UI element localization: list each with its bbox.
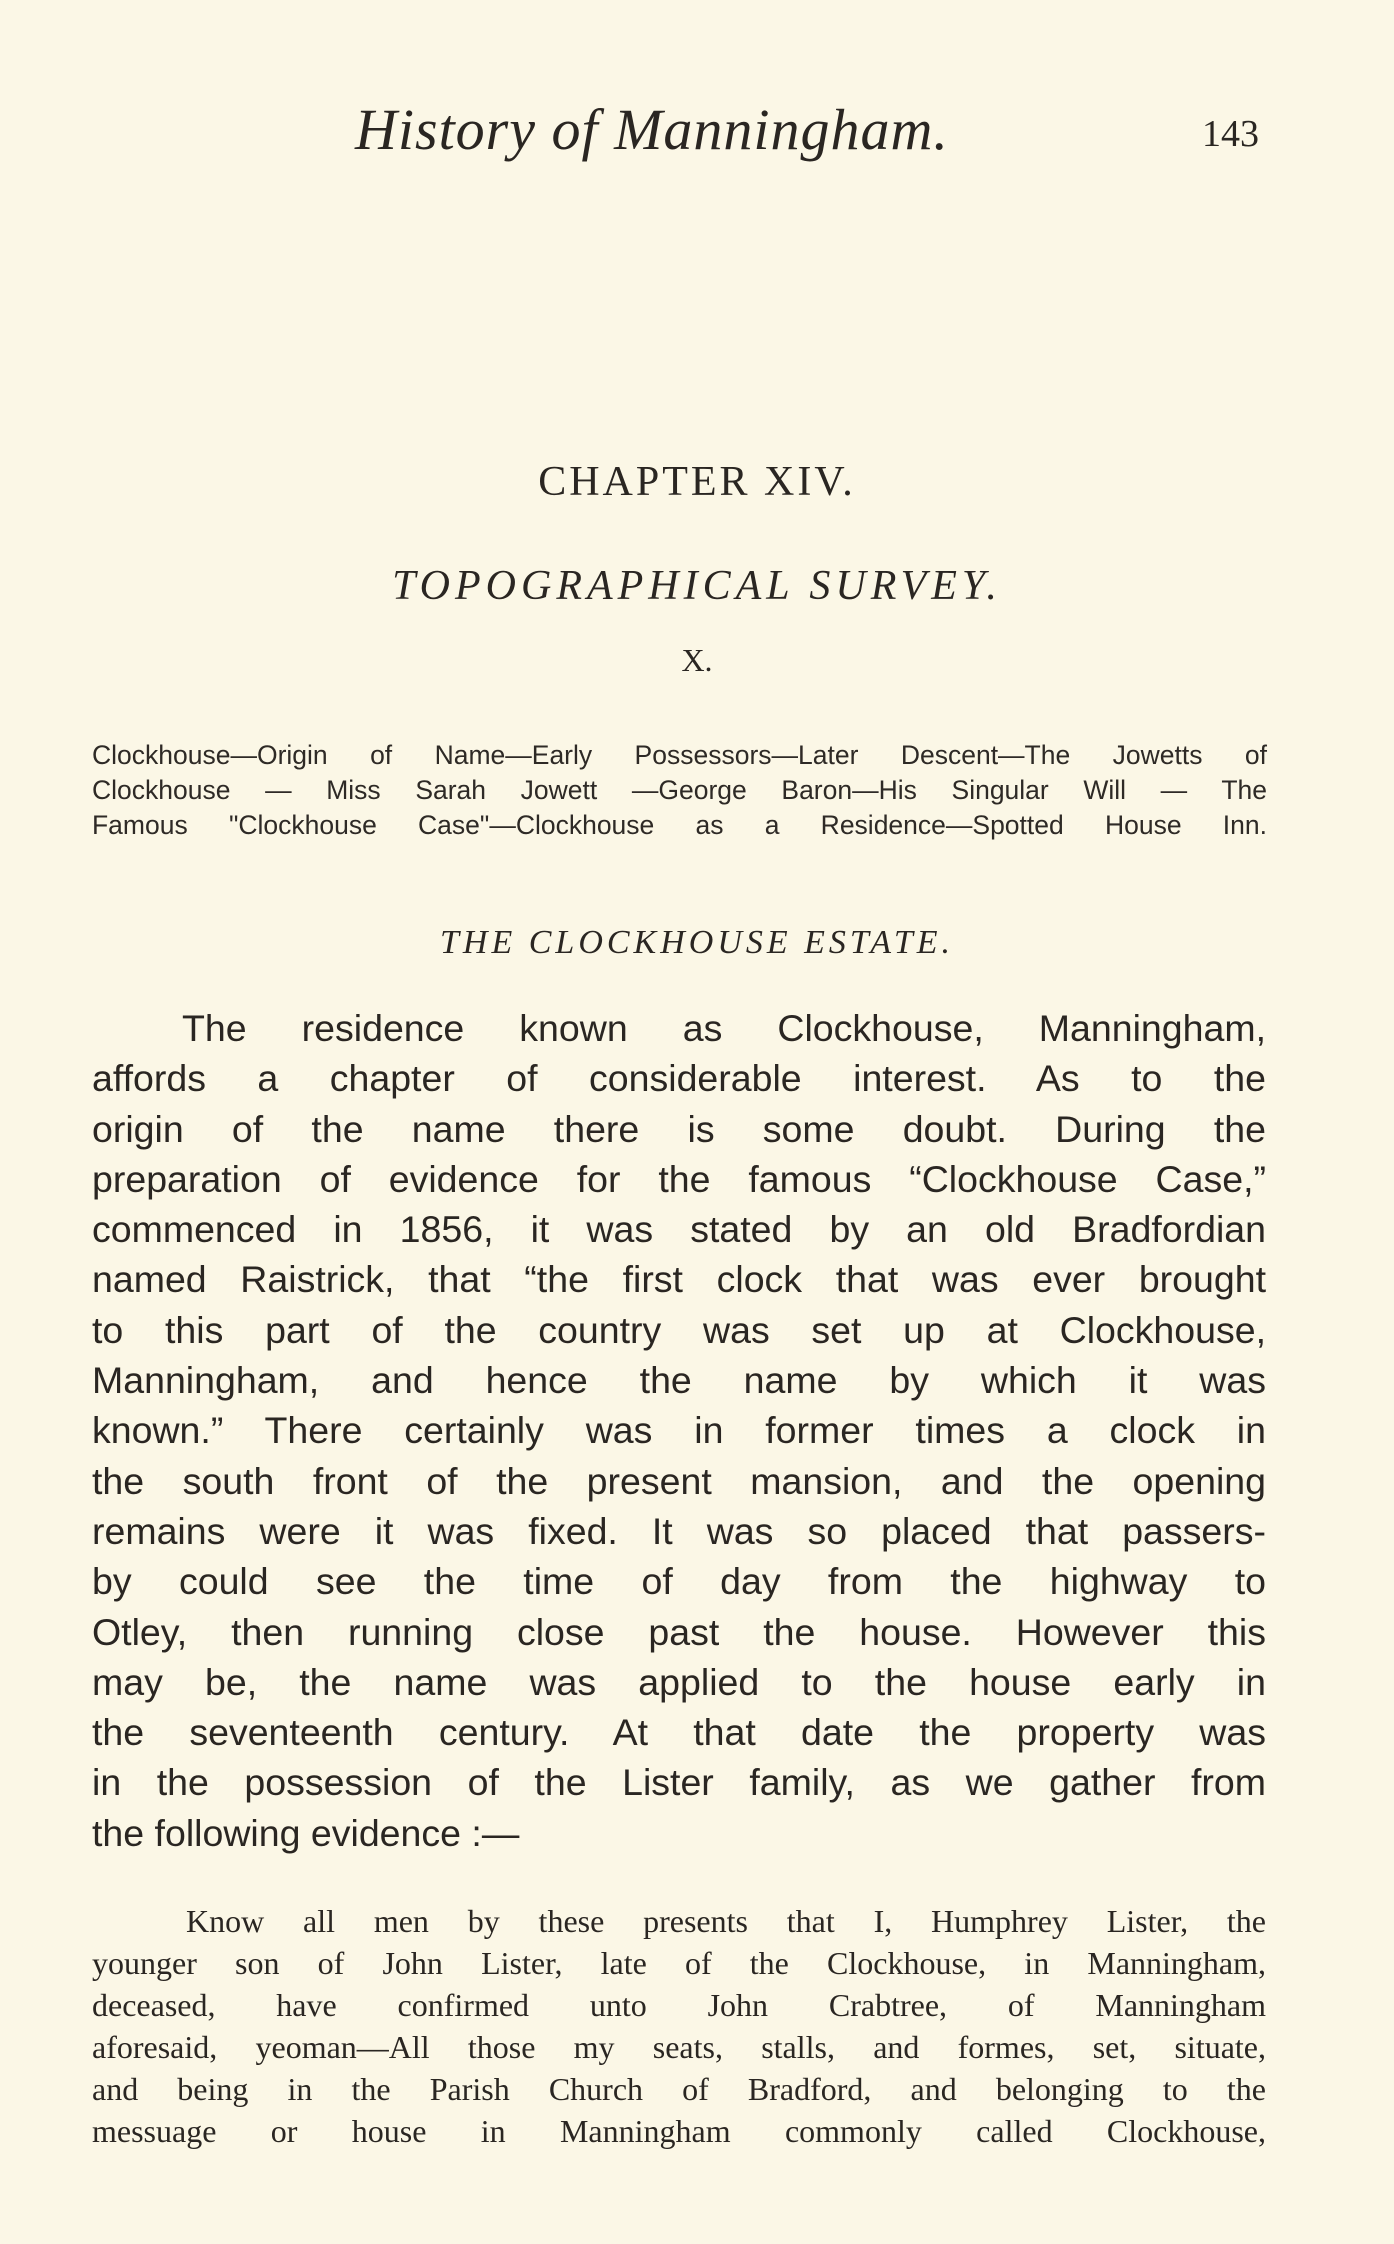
quote-line: deceased, have confirmed unto John Crabtree, of Manningham (92, 1987, 1266, 2023)
subsection-heading: THE CLOCKHOUSE ESTATE. (440, 924, 954, 961)
body-line: named Raistrick, that “the first clock that was ever brought (92, 1258, 1266, 1301)
quote-line: messuage or house in Manningham commonly called Clockhouse, (92, 2113, 1266, 2149)
body-line: known.” There certainly was in former times a clock in (92, 1409, 1266, 1452)
body-line: Otley, then running close past the house. However this (92, 1610, 1266, 1653)
synopsis-line: Famous "Clockhouse Case"—Clockhouse as a Residence—Spotted House Inn. (92, 810, 1267, 840)
page-number: 143 (1202, 113, 1259, 155)
body-line: the seventeenth century. At that date the property was (92, 1711, 1266, 1754)
synopsis-line: Clockhouse—Origin of Name—Early Possessors—Later Descent—The Jowetts of (92, 740, 1267, 770)
body-line: by could see the time of day from the highway to (92, 1560, 1266, 1603)
synopsis-line: Clockhouse — Miss Sarah Jowett —George Baron—His Singular Will — The (92, 775, 1267, 805)
body-line: in the possession of the Lister family, as we gather from (92, 1761, 1266, 1804)
body-line: affords a chapter of considerable interest. As to the (92, 1057, 1266, 1100)
body-line: to this part of the country was set up at Clockhouse, (92, 1308, 1266, 1351)
body-line: origin of the name there is some doubt. During the (92, 1107, 1266, 1150)
quoted-document (92, 1900, 1266, 2152)
body-paragraph (92, 1003, 1266, 1858)
body-line: the south front of the present mansion, and the opening (92, 1459, 1266, 1502)
body-line: the following evidence :— (92, 1811, 520, 1854)
body-line: preparation of evidence for the famous “Clockhouse Case,” (92, 1157, 1266, 1200)
section-title: TOPOGRAPHICAL SURVEY. (392, 563, 1002, 609)
quote-line: aforesaid, yeoman—All those my seats, stalls, and formes, set, situate, (92, 2029, 1266, 2065)
body-line: commenced in 1856, it was stated by an old Bradfordian (92, 1208, 1266, 1251)
quote-line: Know all men by these presents that I, Humphrey Lister, the (186, 1903, 1266, 1939)
quote-line: and being in the Parish Church of Bradford, and belonging to the (92, 2071, 1266, 2107)
section-number: X. (681, 642, 713, 678)
running-head (0, 96, 1394, 176)
quote-line: younger son of John Lister, late of the Clockhouse, in Manningham, (92, 1945, 1266, 1981)
body-line: may be, the name was applied to the house early in (92, 1660, 1266, 1703)
chapter-title: CHAPTER XIV. (538, 459, 856, 505)
body-line: The residence known as Clockhouse, Manningham, (182, 1007, 1266, 1049)
running-title: History of Manningham. (355, 97, 949, 162)
body-line: Manningham, and hence the name by which it was (92, 1359, 1266, 1402)
chapter-synopsis (92, 738, 1267, 843)
body-line: remains were it was fixed. It was so placed that passers- (92, 1509, 1266, 1552)
